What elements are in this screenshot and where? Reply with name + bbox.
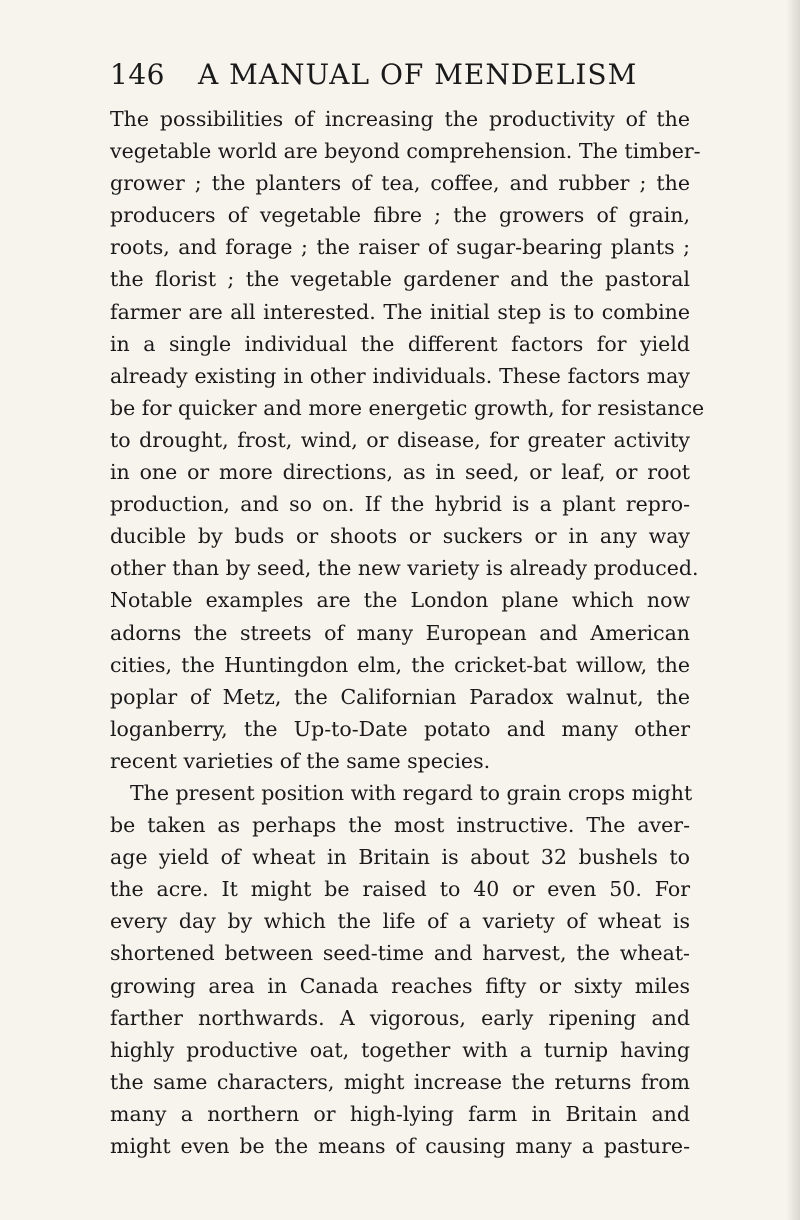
text-line: grower ; the planters of tea, coffee, and rubber ; the xyxy=(110,171,690,196)
text-line: the acre. It might be raised to 40 or even 50. For xyxy=(110,877,690,902)
text-line: production, and so on. If the hybrid is a plant repro- xyxy=(110,492,690,517)
text-line: to drought, frost, wind, or disease, for greater activity xyxy=(110,427,690,452)
text-line: in one or more directions, as in seed, or leaf, or root xyxy=(110,460,690,485)
text-line: ducible by buds or shoots or suckers or in any way xyxy=(110,524,690,549)
page-edge-shadow xyxy=(786,0,800,1220)
body-text xyxy=(110,103,705,1162)
text-line: every day by which the life of a variety of wheat is xyxy=(110,909,690,934)
text-line: farmer are all interested. The initial step is to combine xyxy=(110,299,690,324)
text-line: cities, the Huntingdon elm, the cricket-bat willow, the xyxy=(110,652,690,677)
text-line: highly productive oat, together with a turnip having xyxy=(110,1037,690,1062)
text-line: The present position with regard to grain crops might xyxy=(130,780,693,805)
text-line: shortened between seed-time and harvest, the wheat- xyxy=(110,941,690,966)
text-line: producers of vegetable fibre ; the growers of grain, xyxy=(110,203,690,228)
text-line: the same characters, might increase the returns from xyxy=(110,1069,690,1094)
text-line: in a single individual the different factors for yield xyxy=(110,331,690,356)
running-title: A MANUAL OF MENDELISM xyxy=(198,58,638,91)
text-line: the florist ; the vegetable gardener and the pastoral xyxy=(110,267,690,292)
text-line: many a northern or high-lying farm in Britain and xyxy=(110,1101,690,1126)
text-line: The possibilities of increasing the productivity of the xyxy=(110,107,690,131)
page-number: 146 xyxy=(110,58,165,91)
text-line: be for quicker and more energetic growth, for resistance xyxy=(110,395,705,420)
text-line: loganberry, the Up-to-Date potato and many other xyxy=(110,716,690,741)
text-line: be taken as perhaps the most instructive. The aver- xyxy=(110,813,690,838)
text-line: farther northwards. A vigorous, early ripening and xyxy=(110,1005,690,1030)
text-line: Notable examples are the London plane which now xyxy=(110,588,690,613)
text-line: already existing in other individuals. These factors may xyxy=(110,363,690,388)
text-line: vegetable world are beyond comprehension. The timber- xyxy=(110,139,701,164)
text-line: recent varieties of the same species. xyxy=(110,748,491,773)
paragraph-1 xyxy=(110,103,705,777)
paragraph-2 xyxy=(110,777,693,1162)
text-line: might even be the means of causing many a pasture- xyxy=(110,1134,690,1158)
text-line: adorns the streets of many European and American xyxy=(110,620,690,645)
text-line: other than by seed, the new variety is already produced. xyxy=(110,556,699,581)
text-line: growing area in Canada reaches fifty or sixty miles xyxy=(110,973,690,998)
running-head xyxy=(110,58,690,98)
text-line: poplar of Metz, the Californian Paradox walnut, the xyxy=(110,684,690,709)
text-line: roots, and forage ; the raiser of sugar-bearing plants ; xyxy=(110,235,690,260)
text-line: age yield of wheat in Britain is about 32 bushels to xyxy=(110,845,690,870)
